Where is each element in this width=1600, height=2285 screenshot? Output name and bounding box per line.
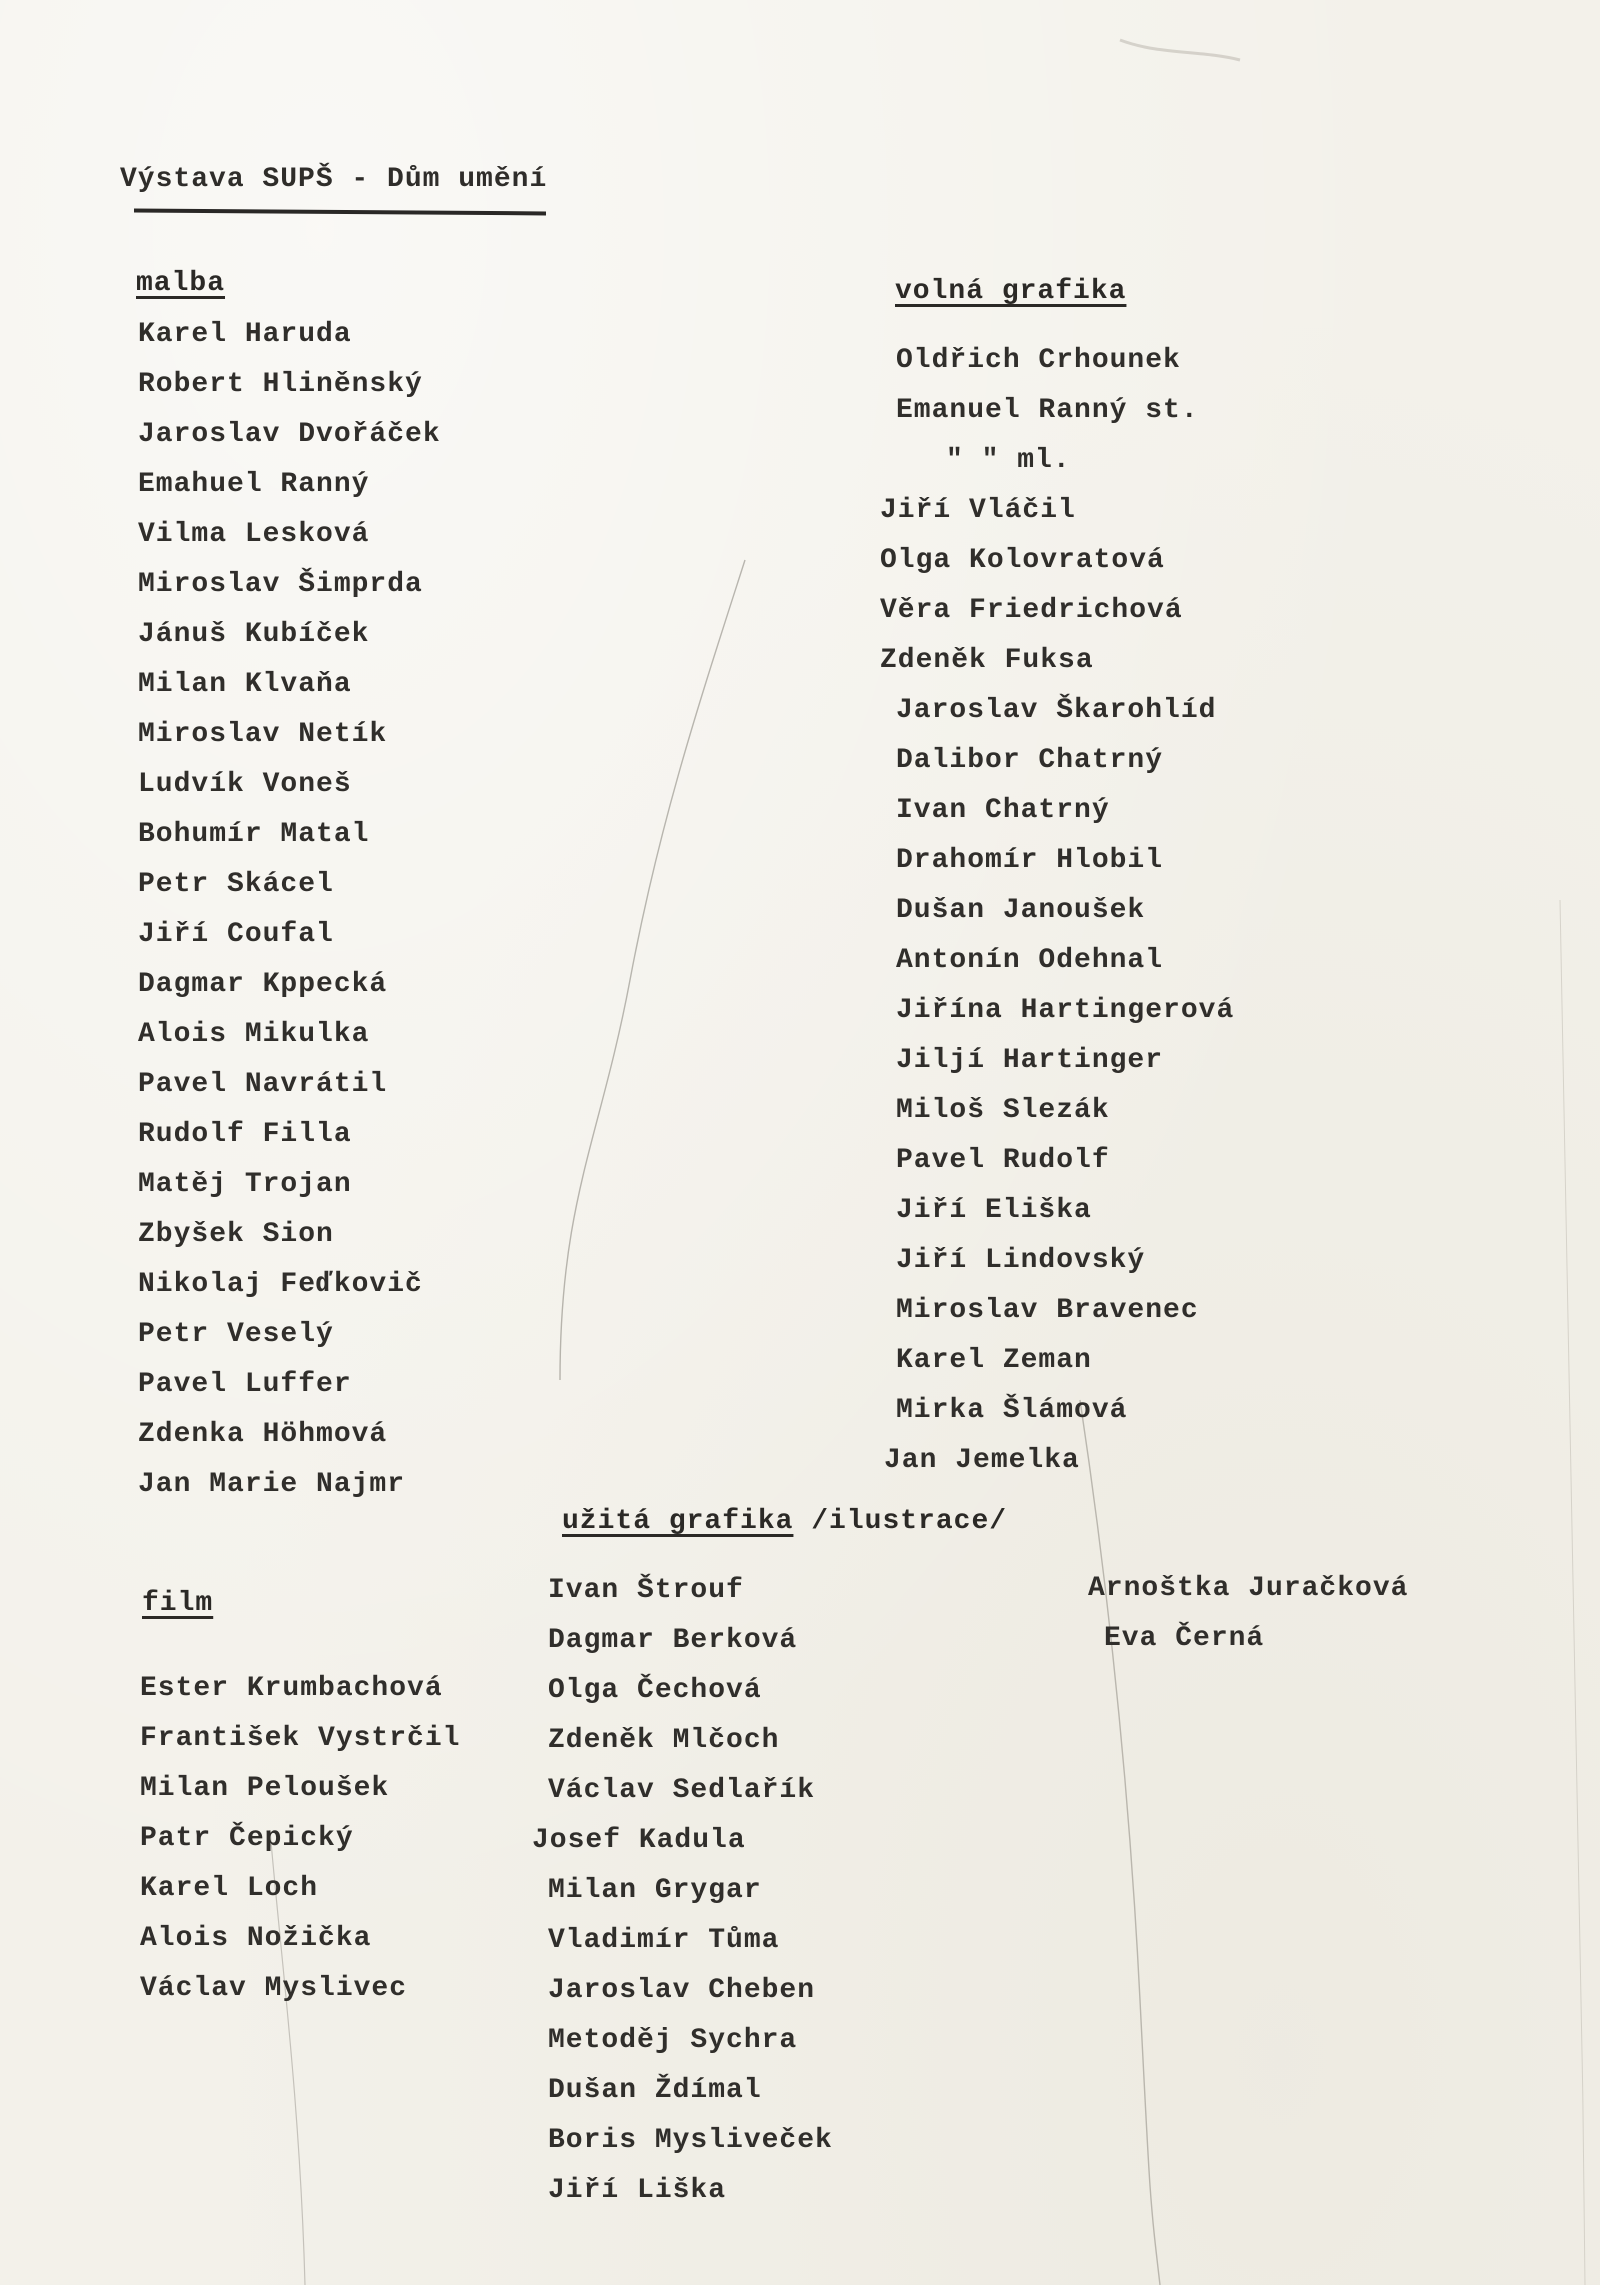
list-item: Jiří Coufal [138,919,334,950]
list-item: Miroslav Bravenec [896,1295,1199,1326]
list-item: Nikolaj Feďkovič [138,1269,423,1300]
list-item: Pavel Rudolf [896,1145,1110,1176]
list-item: Jan Jemelka [884,1445,1080,1476]
list-item: Jiří Lindovský [896,1245,1146,1276]
list-item: Arnoštka Juračková [1088,1573,1409,1604]
list-item: Zdeněk Fuksa [880,645,1094,676]
list-item: Jiří Liška [548,2175,727,2206]
list-item: Jiljí Hartinger [896,1045,1164,1076]
list-item: Vilma Lesková [138,519,370,550]
list-item: Jaroslav Škarohlíd [896,695,1217,726]
list-item: Milan Grygar [548,1875,762,1906]
list-item: Dušan Ždímal [548,2075,762,2106]
heading-film: film [142,1588,214,1619]
list-item: Karel Loch [140,1873,319,1904]
list-item: Ester Krumbachová [140,1673,443,1704]
list-item: Emanuel Ranný st. [896,395,1199,426]
list-item: Milan Klvaňa [138,669,352,700]
list-uzita-grafika [532,1566,833,2216]
list-item: Alois Mikulka [138,1019,370,1050]
list-item: Ludvík Voneš [138,769,352,800]
heading-uzita-grafika: užitá grafika [562,1506,794,1537]
list-item: Karel Haruda [138,319,352,350]
list-item: Bohumír Matal [138,819,370,850]
list-item: Karel Zeman [896,1345,1092,1376]
heading-malba: malba [136,268,226,299]
list-item: Pavel Luffer [138,1369,352,1400]
list-item: Oldřich Crhounek [896,345,1181,376]
list-item: Emahuel Ranný [138,469,370,500]
list-item: Zdenka Höhmová [138,1419,388,1450]
list-item: Olga Čechová [548,1675,762,1706]
list-item: Ivan Chatrný [896,795,1110,826]
list-item: Josef Kadula [532,1825,746,1856]
list-item: Václav Myslivec [140,1973,408,2004]
list-item: Dagmar Kppecká [138,969,388,1000]
list-malba [138,310,441,1510]
list-item: Zbyšek Sion [138,1219,334,1250]
list-item: " " ml. [946,445,1071,476]
heading-volna-grafika: volná grafika [895,276,1127,307]
list-item: Jaroslav Cheben [548,1975,816,2006]
list-item: Miroslav Šimprda [138,569,423,600]
heading-uzita-grafika-line [562,1506,1007,1537]
list-item: Jiří Eliška [896,1195,1092,1226]
list-item: Dalibor Chatrný [896,745,1164,776]
heading-uzita-grafika-suffix: /ilustrace/ [793,1506,1008,1537]
list-item: Václav Sedlařík [548,1775,816,1806]
list-item: Petr Veselý [138,1319,334,1350]
list-item: Eva Černá [1104,1623,1265,1654]
list-volna-grafika [880,336,1235,1486]
list-item: Boris Myslivеček [548,2125,833,2156]
list-item: Miroslav Netík [138,719,388,750]
list-item: Zdeněk Mlčoch [548,1725,780,1756]
list-item: Miloš Slezák [896,1095,1110,1126]
list-item: Rudolf Filla [138,1119,352,1150]
list-item: Pavel Navrátil [138,1069,388,1100]
list-item: Jaroslav Dvořáček [138,419,441,450]
list-item: Antonín Odehnal [896,945,1164,976]
list-item: Patr Čepický [140,1823,354,1854]
list-item: Jánuš Kubíček [138,619,370,650]
list-uzita-grafika-right [1088,1564,1408,1664]
list-item: Ivan Štrouf [548,1575,744,1606]
list-item: Milan Peloušek [140,1773,390,1804]
list-item: Jiří Vláčil [880,495,1076,526]
list-item: Robert Hliněnský [138,369,423,400]
list-item: Metoděj Sychra [548,2025,798,2056]
list-item: Petr Skácel [138,869,334,900]
list-item: Alois Nožička [140,1923,372,1954]
list-film [140,1664,460,2014]
list-item: Věra Friedrichová [880,595,1183,626]
list-item: Mirka Šlámová [896,1395,1128,1426]
document-title: Výstava SUPŠ - Dům umění [120,164,548,195]
list-item: Dagmar Berková [548,1625,798,1656]
list-item: Matěj Trojan [138,1169,352,1200]
list-item: Jan Marie Najmr [138,1469,406,1500]
list-item: Dušan Janoušek [896,895,1146,926]
list-item: Olga Kolovratová [880,545,1165,576]
list-item: Jiřína Hartingerová [896,995,1235,1026]
list-item: František Vystrčil [140,1723,461,1754]
list-item: Vladimír Tůma [548,1925,780,1956]
list-item: Drahomír Hlobil [896,845,1164,876]
